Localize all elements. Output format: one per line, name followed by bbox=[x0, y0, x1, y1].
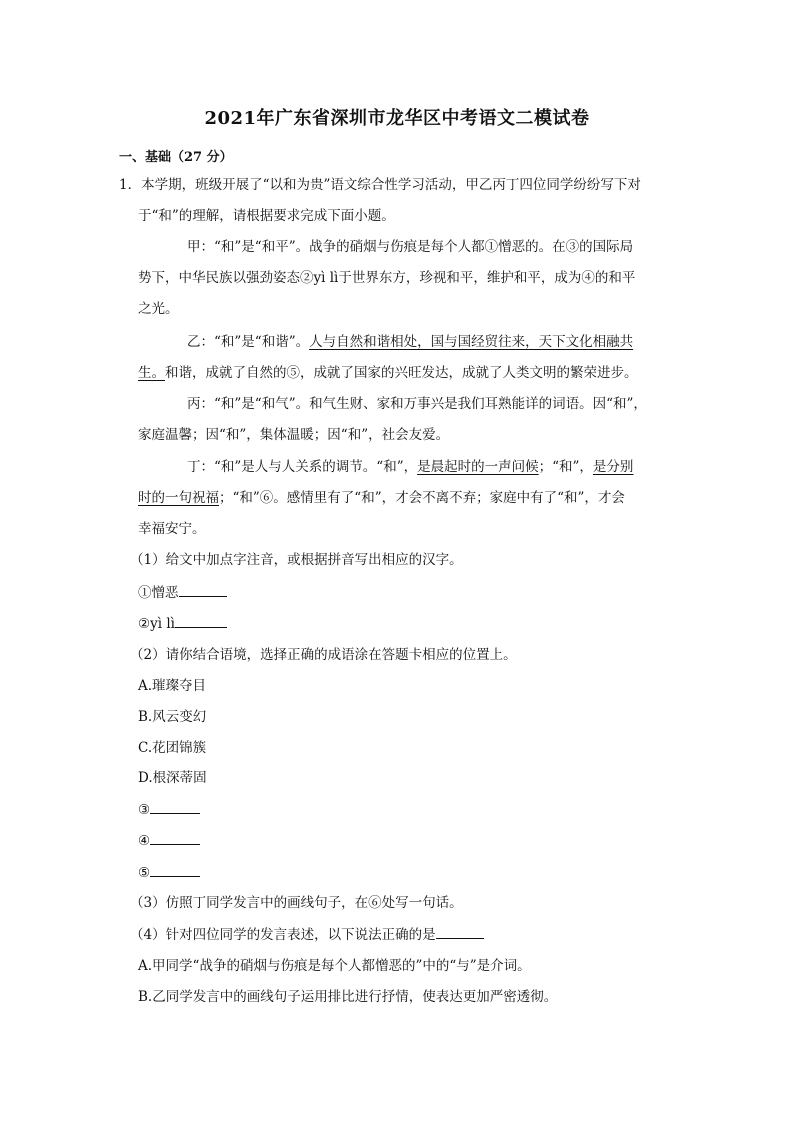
sub-question-3-prompt: （3）仿照丁同学发言中的画线句子，在⑥处写一句话。 bbox=[130, 895, 463, 911]
section-heading: 一、基础（27 分） bbox=[119, 150, 233, 165]
passage-ding-text: 丁：“和”是人与人关系的调节。“和”， bbox=[187, 459, 418, 475]
underlined-phrase-farewell-start: 是分别 bbox=[592, 459, 634, 475]
answer-blank[interactable] bbox=[436, 925, 484, 939]
underlined-phrase-greeting: 是晨起时的一声问候 bbox=[417, 459, 539, 475]
passage-jia-line-3: 之光。 bbox=[138, 301, 179, 317]
passage-ding-text: ；“和”⑥。感情里有了“和”，才会不离不弃；家庭中有了“和”，才会 bbox=[219, 490, 625, 506]
sub-question-1-item-1 bbox=[138, 583, 227, 602]
page-title: 2021年广东省深圳市龙华区中考语文二模试卷 bbox=[204, 108, 590, 129]
sub-question-4-option-a[interactable]: A.甲同学“战争的硝烟与伤痕是每个人都憎恶的”中的“与”是介词。 bbox=[138, 958, 531, 974]
passage-bing-line-1: 丙：“和”是“和气”。和气生财、家和万事兴是我们耳熟能详的词语。因“和”， bbox=[187, 396, 647, 412]
underlined-sentence-end: 生。 bbox=[138, 365, 165, 381]
answer-blank[interactable] bbox=[175, 614, 227, 628]
answer-blank[interactable] bbox=[150, 863, 200, 877]
answer-blank[interactable] bbox=[150, 831, 200, 845]
answer-blank[interactable] bbox=[150, 800, 200, 814]
prompt-text: （4）针对四位同学的发言表述，以下说法正确的是 bbox=[130, 927, 436, 943]
passage-ding-line-3: 幸福安宁。 bbox=[138, 521, 206, 537]
passage-ding-text: ；“和”， bbox=[538, 459, 593, 475]
option-c[interactable]: C.花团锦簇 bbox=[138, 740, 207, 756]
sub-question-4-option-b[interactable]: B.乙同学发言中的画线句子运用排比进行抒情，使表达更加严密透彻。 bbox=[138, 989, 558, 1005]
blank-row-4 bbox=[138, 831, 200, 850]
passage-ding-line-2 bbox=[138, 489, 625, 507]
passage-yi-line-1 bbox=[187, 333, 633, 351]
sub-question-1-item-2 bbox=[138, 614, 227, 633]
item-label: ②yì lì bbox=[138, 616, 175, 632]
option-b[interactable]: B.风云变幻 bbox=[138, 709, 207, 725]
question-intro-line-2: 于“和”的理解，请根据要求完成下面小题。 bbox=[138, 208, 395, 224]
passage-bing-line-2: 家庭温馨；因“和”，集体温暖；因“和”，社会友爱。 bbox=[138, 427, 450, 443]
passage-yi-line-2 bbox=[138, 364, 638, 382]
sub-question-2-prompt: （2）请你结合语境，选择正确的成语涂在答题卡相应的位置上。 bbox=[130, 647, 517, 663]
answer-blank[interactable] bbox=[179, 583, 227, 597]
underlined-phrase-farewell-end: 时的一句祝福 bbox=[138, 490, 219, 506]
passage-yi-text: 乙：“和”是“和谐”。 bbox=[187, 334, 310, 350]
passage-ding-line-1 bbox=[187, 458, 633, 476]
blank-row-3 bbox=[138, 800, 200, 819]
passage-yi-text: 和谐，成就了自然的⑤，成就了国家的兴旺发达，成就了人类文明的繁荣进步。 bbox=[165, 365, 638, 381]
blank-label: ④ bbox=[138, 833, 151, 849]
blank-row-5 bbox=[138, 863, 200, 882]
question-intro-line-1: 1．本学期，班级开展了“以和为贵”语文综合性学习活动，甲乙丙丁四位同学纷纷写下对 bbox=[119, 177, 641, 193]
option-d[interactable]: D.根深蒂固 bbox=[138, 770, 207, 786]
passage-jia-line-1: 甲：“和”是“和平”。战争的硝烟与伤痕是每个人都①憎恶的。在③的国际局 bbox=[187, 239, 634, 255]
blank-label: ⑤ bbox=[138, 865, 151, 881]
underlined-sentence: 人与自然和谐相处，国与国经贸往来，天下文化相融共 bbox=[309, 334, 634, 350]
passage-jia-line-2: 势下，中华民族以强劲姿态②yì lì于世界东方，珍视和平，维护和平，成为④的和平 bbox=[138, 270, 636, 286]
item-label: ①憎恶 bbox=[138, 585, 179, 601]
blank-label: ③ bbox=[138, 802, 151, 818]
sub-question-1-prompt: （1）给文中加点字注音，或根据拼音写出相应的汉字。 bbox=[130, 552, 463, 568]
sub-question-4-prompt bbox=[130, 925, 484, 944]
option-a[interactable]: A.璀璨夺目 bbox=[138, 678, 207, 694]
